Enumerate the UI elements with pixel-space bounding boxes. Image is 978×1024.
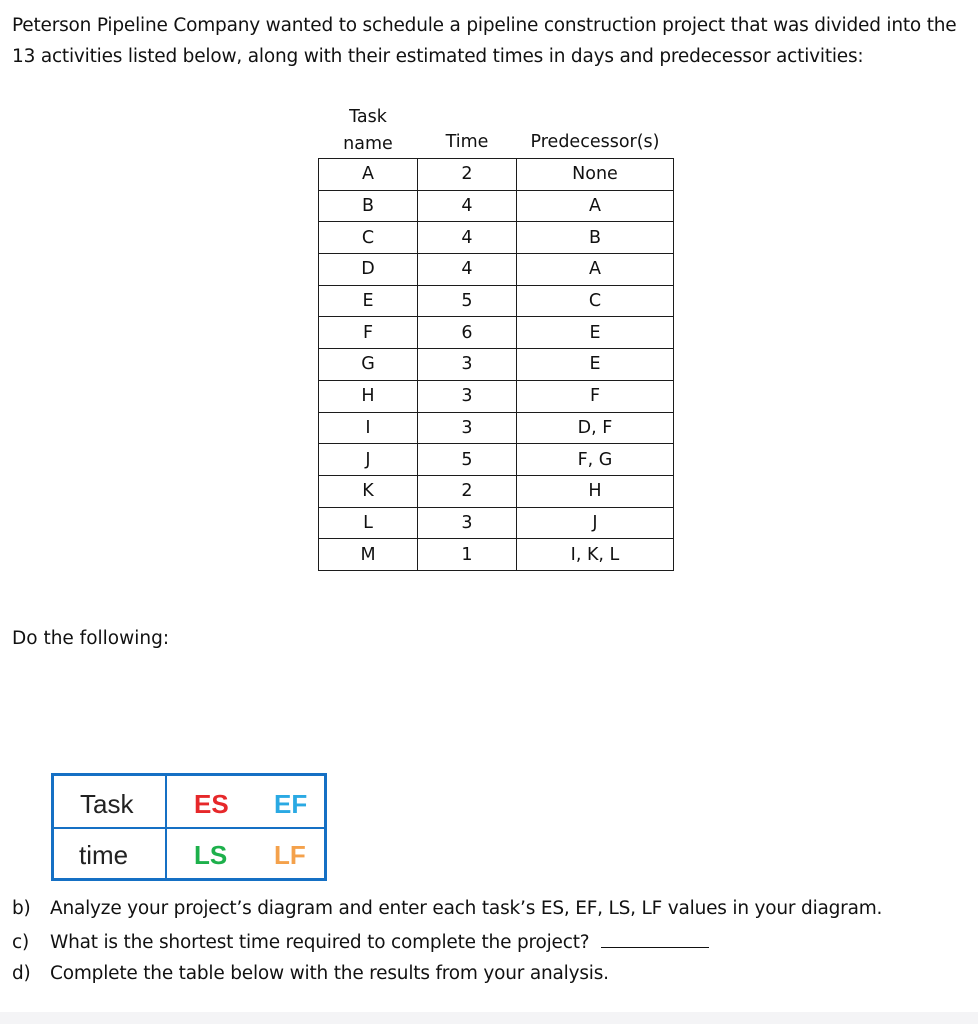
legend-vertical-divider: [165, 776, 167, 878]
predecessor-cell: None: [517, 159, 674, 191]
do-following-label: Do the following:: [12, 628, 170, 649]
question-list: [12, 893, 882, 990]
table-row: [319, 507, 674, 539]
predecessor-cell: D, F: [517, 412, 674, 444]
table-row: [319, 475, 674, 507]
legend-es-label: ES: [194, 789, 229, 819]
legend-lf-label: LF: [274, 840, 306, 870]
time-cell: 3: [418, 507, 517, 539]
task-cell: L: [319, 507, 418, 539]
table-row: [319, 444, 674, 476]
predecessor-cell: C: [517, 285, 674, 317]
table-row: [319, 190, 674, 222]
task-cell: F: [319, 317, 418, 349]
question-d-text: Complete the table below with the results from your analysis.: [50, 963, 609, 984]
time-cell: 3: [418, 380, 517, 412]
task-cell: M: [319, 539, 418, 571]
header-predecessors: Predecessor(s): [530, 132, 660, 152]
time-cell: 3: [418, 412, 517, 444]
predecessor-cell: J: [517, 507, 674, 539]
time-cell: 2: [418, 475, 517, 507]
predecessor-cell: F, G: [517, 444, 674, 476]
node-legend-box: [51, 773, 327, 881]
question-c: [12, 925, 882, 959]
legend-ls-label: LS: [194, 840, 228, 870]
predecessor-cell: I, K, L: [517, 539, 674, 571]
question-d-mark: d): [12, 963, 31, 984]
header-task-name: [319, 102, 418, 159]
legend-horizontal-divider: [54, 827, 324, 829]
time-cell: 4: [418, 254, 517, 286]
task-cell: I: [319, 412, 418, 444]
task-cell: B: [319, 190, 418, 222]
task-cell: G: [319, 349, 418, 381]
task-cell: H: [319, 380, 418, 412]
intro-line-2: 13 activities listed below, along with their estimated times in days and predecessor activities:: [12, 46, 864, 67]
predecessor-cell: H: [517, 475, 674, 507]
table-row: [319, 317, 674, 349]
table-row: [319, 222, 674, 254]
predecessor-cell: E: [517, 317, 674, 349]
table-row: [319, 285, 674, 317]
table-row: [319, 380, 674, 412]
table-row: [319, 412, 674, 444]
task-cell: J: [319, 444, 418, 476]
time-cell: 4: [418, 190, 517, 222]
activity-table-header: [319, 102, 674, 159]
predecessor-cell: F: [517, 380, 674, 412]
question-b: [12, 893, 882, 925]
question-b-mark: b): [12, 898, 31, 919]
legend-time-label: time: [79, 840, 129, 870]
table-row: [319, 254, 674, 286]
table-row: [319, 539, 674, 571]
predecessor-cell: A: [517, 190, 674, 222]
time-cell: 2: [418, 159, 517, 191]
time-cell: 3: [418, 349, 517, 381]
task-cell: A: [319, 159, 418, 191]
task-cell: K: [319, 475, 418, 507]
question-d: [12, 958, 882, 990]
predecessor-cell: B: [517, 222, 674, 254]
task-cell: C: [319, 222, 418, 254]
activity-table: [318, 102, 674, 571]
question-c-mark: c): [12, 931, 29, 953]
header-task-line-2: name: [343, 134, 393, 154]
time-cell: 5: [418, 444, 517, 476]
question-b-text: Analyze your project’s diagram and enter each task’s ES, EF, LS, LF values in your diagram.: [50, 898, 883, 919]
intro-line-1: Peterson Pipeline Company wanted to schedule a pipeline construction project that was divided into the: [12, 15, 957, 36]
table-row: [319, 349, 674, 381]
time-cell: 6: [418, 317, 517, 349]
intro-paragraph: [12, 10, 978, 72]
activity-table-body: [319, 159, 674, 571]
time-cell: 5: [418, 285, 517, 317]
header-task-line-1: Task: [349, 107, 387, 127]
question-c-text: What is the shortest time required to complete the project?: [50, 931, 590, 953]
predecessor-cell: A: [517, 254, 674, 286]
page-bottom-strip: [0, 1012, 978, 1024]
predecessor-cell: E: [517, 349, 674, 381]
header-time: Time: [445, 132, 489, 152]
time-cell: 4: [418, 222, 517, 254]
task-cell: E: [319, 285, 418, 317]
table-row: [319, 159, 674, 191]
legend-task-label: Task: [80, 789, 134, 819]
answer-blank-line[interactable]: [601, 925, 709, 948]
time-cell: 1: [418, 539, 517, 571]
legend-ef-label: EF: [274, 789, 308, 819]
task-cell: D: [319, 254, 418, 286]
